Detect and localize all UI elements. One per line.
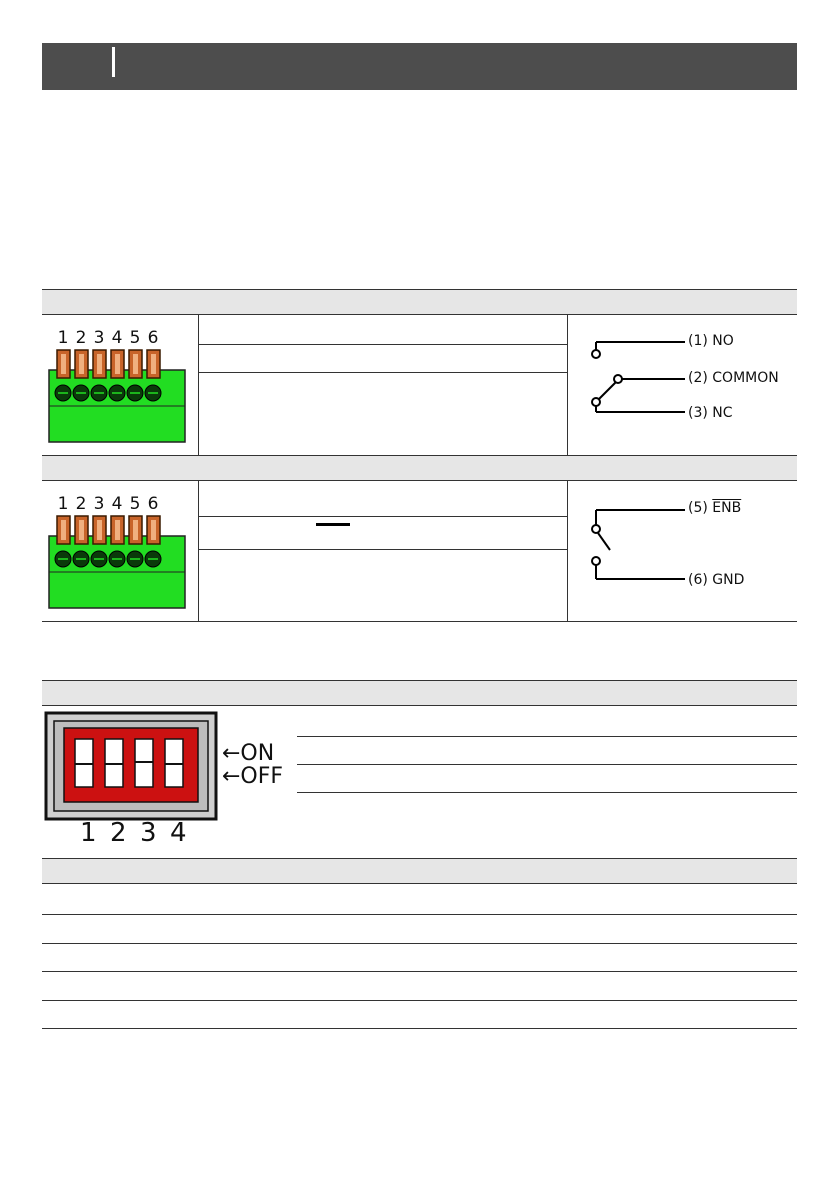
row-divider	[297, 792, 797, 793]
dip-switch-number: 2	[110, 818, 127, 848]
row-divider	[199, 516, 567, 517]
dip-switch-number: 1	[80, 818, 97, 848]
pin-number: 5	[129, 494, 141, 514]
dip-switch-number: 4	[170, 818, 187, 848]
enable-section-header	[42, 455, 797, 481]
row-divider	[199, 372, 567, 373]
dip-off-label: ←OFF	[222, 764, 284, 789]
terminal-block-image	[48, 328, 188, 444]
column-divider	[198, 481, 199, 622]
column-divider	[198, 315, 199, 455]
gnd-label: (6) GND	[688, 572, 745, 588]
table-row-divider	[42, 971, 797, 972]
table-bottom-rule	[42, 1028, 797, 1029]
overbar-mark	[316, 523, 350, 526]
row-divider	[199, 344, 567, 345]
pin-number: 6	[147, 328, 159, 348]
table-row-divider	[42, 914, 797, 915]
pin-number: 1	[57, 494, 69, 514]
pin-number: 3	[93, 494, 105, 514]
row-divider	[297, 736, 797, 737]
relay-nc-label: (3) NC	[688, 405, 733, 421]
pin-number: 5	[129, 328, 141, 348]
dip-switch-graphic	[44, 711, 220, 823]
pin-number: 3	[93, 328, 105, 348]
dip-switch-number: 3	[140, 818, 157, 848]
dip-section-header	[42, 680, 797, 706]
section-bottom-rule	[42, 621, 797, 622]
relay-common-label: (2) COMMON	[688, 370, 779, 386]
dip-on-label: ←ON	[222, 741, 275, 766]
row-divider	[199, 549, 567, 550]
row-divider	[297, 764, 797, 765]
column-divider	[567, 481, 568, 622]
pin-number: 1	[57, 328, 69, 348]
column-divider	[567, 315, 568, 455]
header-divider	[112, 47, 115, 77]
table-row-divider	[42, 943, 797, 944]
page-header-bar	[42, 43, 797, 90]
relay-schematic	[580, 330, 700, 430]
table-section-header	[42, 858, 797, 884]
pin-number: 2	[75, 328, 87, 348]
enb-label: (5) $\overline{ENB}$	[688, 500, 742, 516]
terminal-block-graphic	[48, 348, 188, 444]
relay-section-header	[42, 289, 797, 315]
terminal-block-graphic	[48, 514, 188, 610]
table-row-divider	[42, 1000, 797, 1001]
enable-schematic	[580, 495, 700, 595]
pin-number: 6	[147, 494, 159, 514]
relay-no-label: (1) NO	[688, 333, 734, 349]
pin-number: 2	[75, 494, 87, 514]
terminal-block-image	[48, 494, 188, 610]
pin-number: 4	[111, 494, 123, 514]
pin-number: 4	[111, 328, 123, 348]
